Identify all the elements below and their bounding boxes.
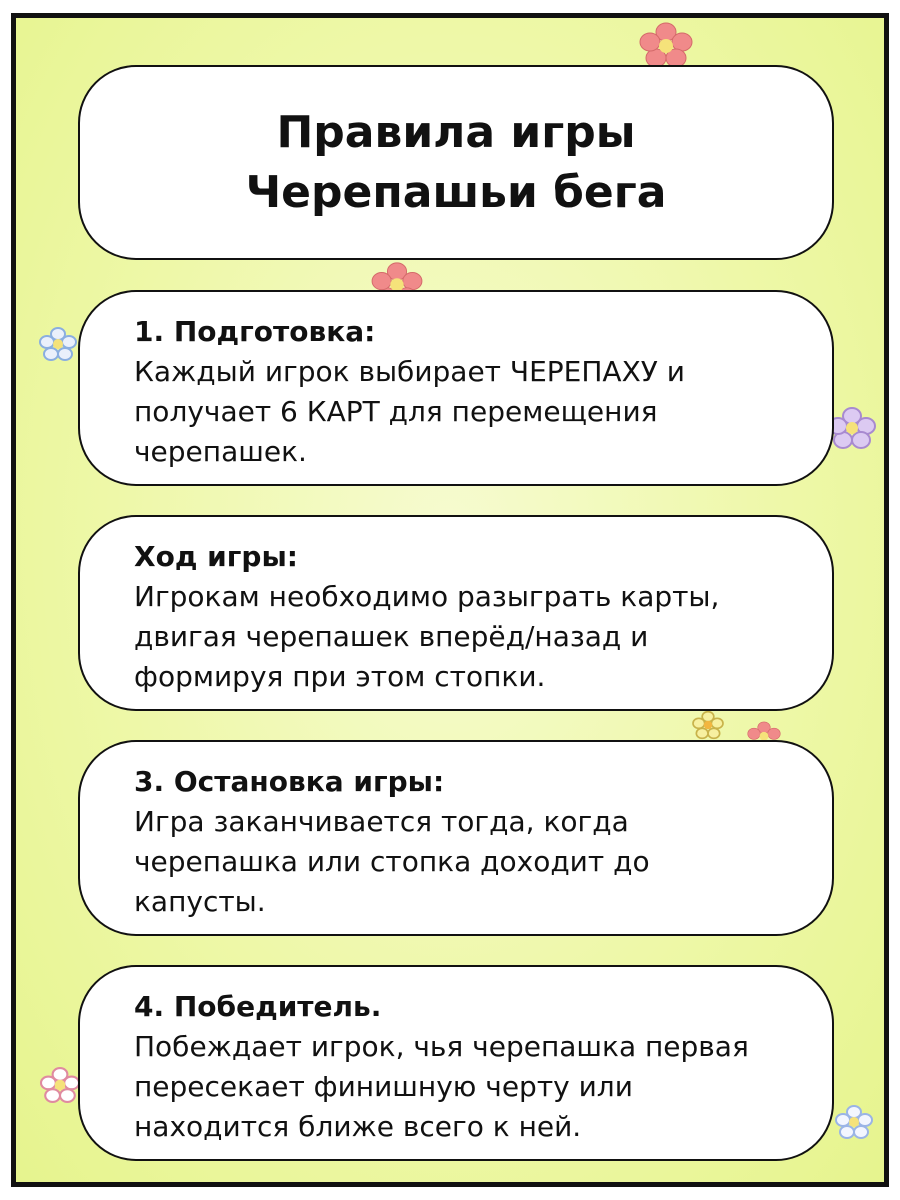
rule-heading: Ход игры: xyxy=(134,540,298,573)
rule-text-line: двигая черепашек вперёд/назад и xyxy=(134,620,649,653)
page-title-line-2: Черепашьи бега xyxy=(245,166,667,218)
rule-card-preparation xyxy=(78,290,834,486)
rule-text-line: Игрокам необходимо разыграть карты, xyxy=(134,580,720,613)
rule-heading: 4. Победитель. xyxy=(134,990,382,1023)
title-card xyxy=(78,65,834,260)
rule-card-gameplay xyxy=(78,515,834,711)
rule-text-line: получает 6 КАРТ для перемещения xyxy=(134,395,658,428)
rule-heading: 3. Остановка игры: xyxy=(134,765,445,798)
rule-text-line: Игра заканчивается тогда, когда xyxy=(134,805,629,838)
rule-text-line: находится ближе всего к ней. xyxy=(134,1110,582,1143)
page-title-line-1: Правила игры xyxy=(276,106,636,158)
rule-text-line: Побеждает игрок, чья черепашка первая xyxy=(134,1030,749,1063)
flower-icon xyxy=(38,326,78,362)
rule-text-line: пересекает финишную черту или xyxy=(134,1070,633,1103)
flower-icon xyxy=(688,710,728,740)
poster-frame xyxy=(11,13,889,1187)
flower-icon xyxy=(38,1066,82,1104)
rule-card-game-end xyxy=(78,740,834,936)
rule-text-line: капусты. xyxy=(134,885,266,918)
rule-text-line: формируя при этом стопки. xyxy=(134,660,546,693)
rule-text-line: Каждый игрок выбирает ЧЕРЕПАХУ и xyxy=(134,355,685,388)
rule-text-line: черепашек. xyxy=(134,435,307,468)
flower-icon xyxy=(832,1104,876,1140)
rule-card-winner xyxy=(78,965,834,1161)
rule-text-line: черепашка или стопка доходит до xyxy=(134,845,650,878)
rule-heading: 1. Подготовка: xyxy=(134,315,376,348)
flower-icon xyxy=(634,20,698,68)
